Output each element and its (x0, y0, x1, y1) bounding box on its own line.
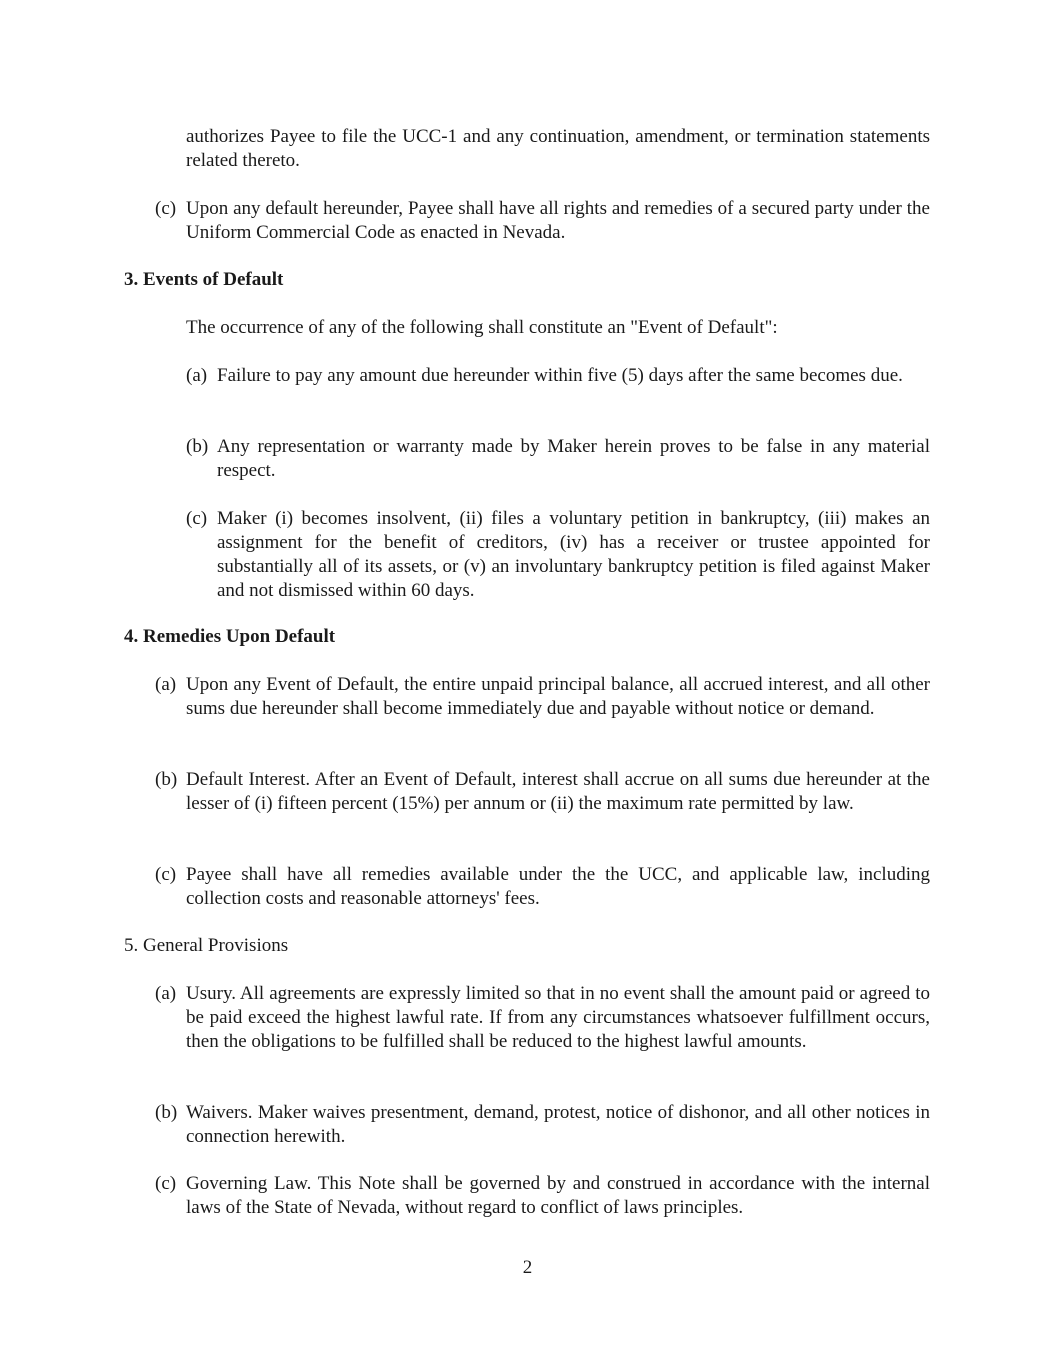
list-item (155, 197, 930, 245)
list-item (186, 507, 930, 603)
list-item (155, 982, 930, 1054)
page-number: 2 (522, 1257, 533, 1278)
item-text: Maker (i) becomes insolvent, (ii) files a voluntary petition in bankruptcy, (iii) makes an assignment for the benefit of creditors, (iv) has a receiver or trustee appointed for substantially all of its assets, or (v) an involuntary bankruptcy petition is filed against Maker and not dismissed within 60 days. (217, 508, 930, 601)
item-text: Default Interest. After an Event of Default, interest shall accrue on all sums due hereunder at the lesser of (i) fifteen percent (15%) per annum or (ii) the maximum rate permitted by law. (186, 769, 930, 814)
section-heading-remedies-upon-default: 4. Remedies Upon Default (124, 626, 336, 647)
section-heading-general-provisions: 5. General Provisions (124, 935, 289, 956)
item-text: Waivers. Maker waives presentment, demand, protest, notice of dishonor, and all other notices in connection herewith. (186, 1102, 930, 1147)
item-label: (b) (186, 436, 209, 457)
continuation-paragraph: authorizes Payee to file the UCC-1 and any continuation, amendment, or termination statements related thereto. (186, 126, 930, 171)
item-label: (a) (155, 983, 177, 1004)
list-item (155, 768, 930, 816)
section-intro: The occurrence of any of the following shall constitute an "Event of Default": (186, 317, 778, 338)
item-label: (c) (155, 1173, 177, 1194)
item-label: (a) (155, 674, 177, 695)
item-text: Any representation or warranty made by Maker herein proves to be false in any material respect. (217, 436, 930, 481)
list-item (155, 673, 930, 721)
item-label: (c) (155, 864, 177, 885)
item-label: (c) (186, 508, 208, 529)
list-item (155, 1172, 930, 1220)
item-label: (a) (186, 365, 208, 386)
item-text: Upon any Event of Default, the entire unpaid principal balance, all accrued interest, and all other sums due hereunder shall become immediately due and payable without notice or demand. (186, 674, 930, 719)
item-text: Failure to pay any amount due hereunder within five (5) days after the same becomes due. (217, 365, 903, 386)
item-label: (b) (155, 769, 178, 790)
item-label: (b) (155, 1102, 178, 1123)
item-text: Payee shall have all remedies available under the the UCC, and applicable law, including collection costs and reasonable attorneys' fees. (186, 864, 930, 909)
list-item (155, 1101, 930, 1149)
item-text: Upon any default hereunder, Payee shall have all rights and remedies of a secured party under the Uniform Commercial Code as enacted in Nevada. (186, 198, 930, 243)
list-item (186, 364, 930, 388)
section-heading-events-of-default: 3. Events of Default (124, 269, 284, 290)
list-item (155, 863, 930, 911)
item-label: (c) (155, 198, 177, 219)
item-text: Governing Law. This Note shall be governed by and construed in accordance with the internal laws of the State of Nevada, without regard to conflict of laws principles. (186, 1173, 930, 1218)
list-item (186, 435, 930, 483)
item-text: Usury. All agreements are expressly limited so that in no event shall the amount paid or agreed to be paid exceed the highest lawful rate. If from any circumstances whatsoever fulfillment occurs, then the obligations to be fulfilled shall be reduced to the highest lawful amounts. (186, 983, 930, 1052)
